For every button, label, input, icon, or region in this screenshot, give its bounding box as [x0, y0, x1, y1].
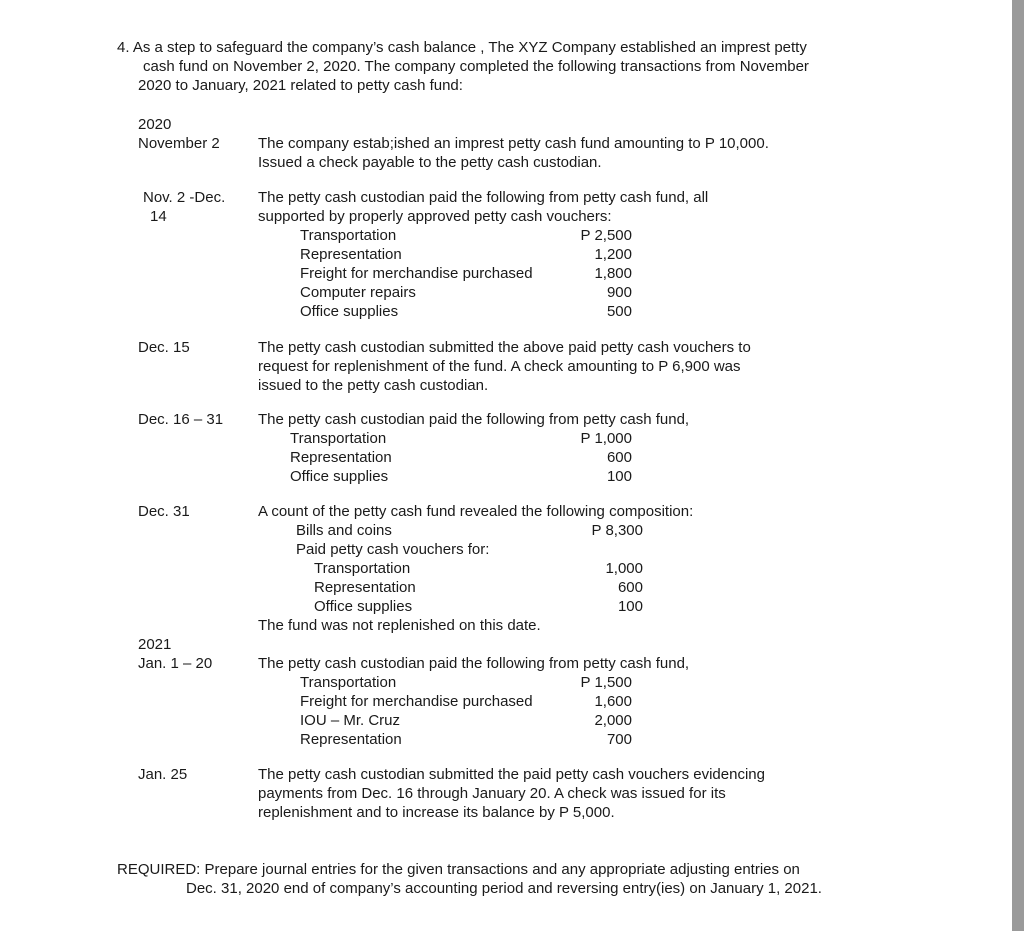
- expense-item-label: Representation: [300, 246, 402, 263]
- expense-item-label: Office supplies: [290, 468, 389, 485]
- dec16-31-desc-1: The petty cash custodian paid the following from petty cash fund,: [258, 411, 690, 428]
- dec15-desc-2: request for replenishment of the fund. A check amounting to P 6,900 was: [258, 358, 741, 375]
- expense-item-amount: 100: [606, 468, 632, 485]
- question-line-1: 4. As a step to safeguard the company’s cash balance , The XYZ Company established an imprest petty: [117, 39, 807, 56]
- nov2-desc-2: Issued a check payable to the petty cash custodian.: [258, 154, 602, 171]
- question-line-3: 2020 to January, 2021 related to petty cash fund:: [138, 77, 463, 94]
- voucher-item-amount: 1,000: [605, 560, 643, 577]
- nov2-dec14-date-1: Nov. 2 -Dec.: [143, 189, 226, 206]
- expense-item-label: Transportation: [290, 430, 387, 447]
- expense-item-amount: 700: [606, 731, 632, 748]
- nov2-dec14-desc-2: supported by properly approved petty cash vouchers:: [258, 208, 612, 225]
- expense-item-label: Transportation: [300, 227, 397, 244]
- expense-item-amount: P 1,500: [580, 674, 632, 691]
- dec15-desc-3: issued to the petty cash custodian.: [258, 377, 489, 394]
- dec31-date: Dec. 31: [138, 503, 190, 520]
- expense-item-label: Representation: [300, 731, 402, 748]
- voucher-item-amount: 100: [617, 598, 643, 615]
- question-intro: [117, 38, 809, 95]
- question-line-2: cash fund on November 2, 2020. The company completed the following transactions from November: [143, 58, 809, 75]
- expense-item-amount: 1,600: [594, 693, 632, 710]
- jan25-desc-3: replenishment and to increase its balance by P 5,000.: [258, 804, 615, 821]
- dec15-desc-1: The petty cash custodian submitted the above paid petty cash vouchers to: [258, 339, 751, 356]
- jan1-20-date: Jan. 1 – 20: [138, 655, 213, 672]
- expense-item-label: Freight for merchandise purchased: [300, 265, 533, 282]
- expense-item-amount: P 2,500: [580, 227, 632, 244]
- bills-coins-amount: P 8,300: [591, 522, 643, 539]
- expense-item-label: Office supplies: [300, 303, 399, 320]
- voucher-item-amount: 600: [617, 579, 643, 596]
- expense-item-amount: 1,800: [594, 265, 632, 282]
- year-2021-label: 2021: [138, 636, 172, 653]
- nov2-desc-1: The company estab;ished an imprest petty cash fund amounting to P 10,000.: [258, 135, 769, 152]
- required-line-2: Dec. 31, 2020 end of company’s accounting period and reversing entry(ies) on January 1, 2021.: [186, 880, 822, 897]
- dec15-date: Dec. 15: [138, 339, 190, 356]
- expense-item-amount: 900: [606, 284, 632, 301]
- expense-item-label: IOU – Mr. Cruz: [300, 712, 401, 729]
- jan25-date: Jan. 25: [138, 766, 188, 783]
- nov2-date: November 2: [138, 135, 220, 152]
- nov2-dec14-desc-1: The petty cash custodian paid the following from petty cash fund, all: [258, 189, 709, 206]
- voucher-item-label: Representation: [314, 579, 416, 596]
- expense-item-amount: P 1,000: [580, 430, 632, 447]
- jan25-desc-2: payments from Dec. 16 through January 20. A check was issued for its: [258, 785, 726, 802]
- paid-vouchers-label: Paid petty cash vouchers for:: [296, 541, 490, 558]
- nov2-dec14-date-2: 14: [150, 208, 167, 225]
- expense-item-label: Representation: [290, 449, 392, 466]
- expense-item-amount: 600: [606, 449, 632, 466]
- expense-item-amount: 2,000: [594, 712, 632, 729]
- required-line-1: REQUIRED: Prepare journal entries for the given transactions and any appropriate adjusting entries on: [117, 861, 800, 878]
- bills-coins-label: Bills and coins: [296, 522, 392, 539]
- expense-item-amount: 1,200: [594, 246, 632, 263]
- expense-item-amount: 500: [606, 303, 632, 320]
- year-2020-label: 2020: [138, 116, 172, 133]
- jan1-20-desc-1: The petty cash custodian paid the following from petty cash fund,: [258, 655, 690, 672]
- dec31-note: The fund was not replenished on this date.: [258, 617, 541, 634]
- voucher-item-label: Office supplies: [314, 598, 413, 615]
- expense-item-label: Freight for merchandise purchased: [300, 693, 533, 710]
- page-edge-bar: [1012, 0, 1024, 931]
- expense-item-label: Transportation: [300, 674, 397, 691]
- jan25-desc-1: The petty cash custodian submitted the paid petty cash vouchers evidencing: [258, 766, 765, 783]
- dec16-31-date: Dec. 16 – 31: [138, 411, 224, 428]
- voucher-item-label: Transportation: [314, 560, 411, 577]
- dec31-desc-1: A count of the petty cash fund revealed the following composition:: [258, 503, 694, 520]
- expense-item-label: Computer repairs: [300, 284, 416, 301]
